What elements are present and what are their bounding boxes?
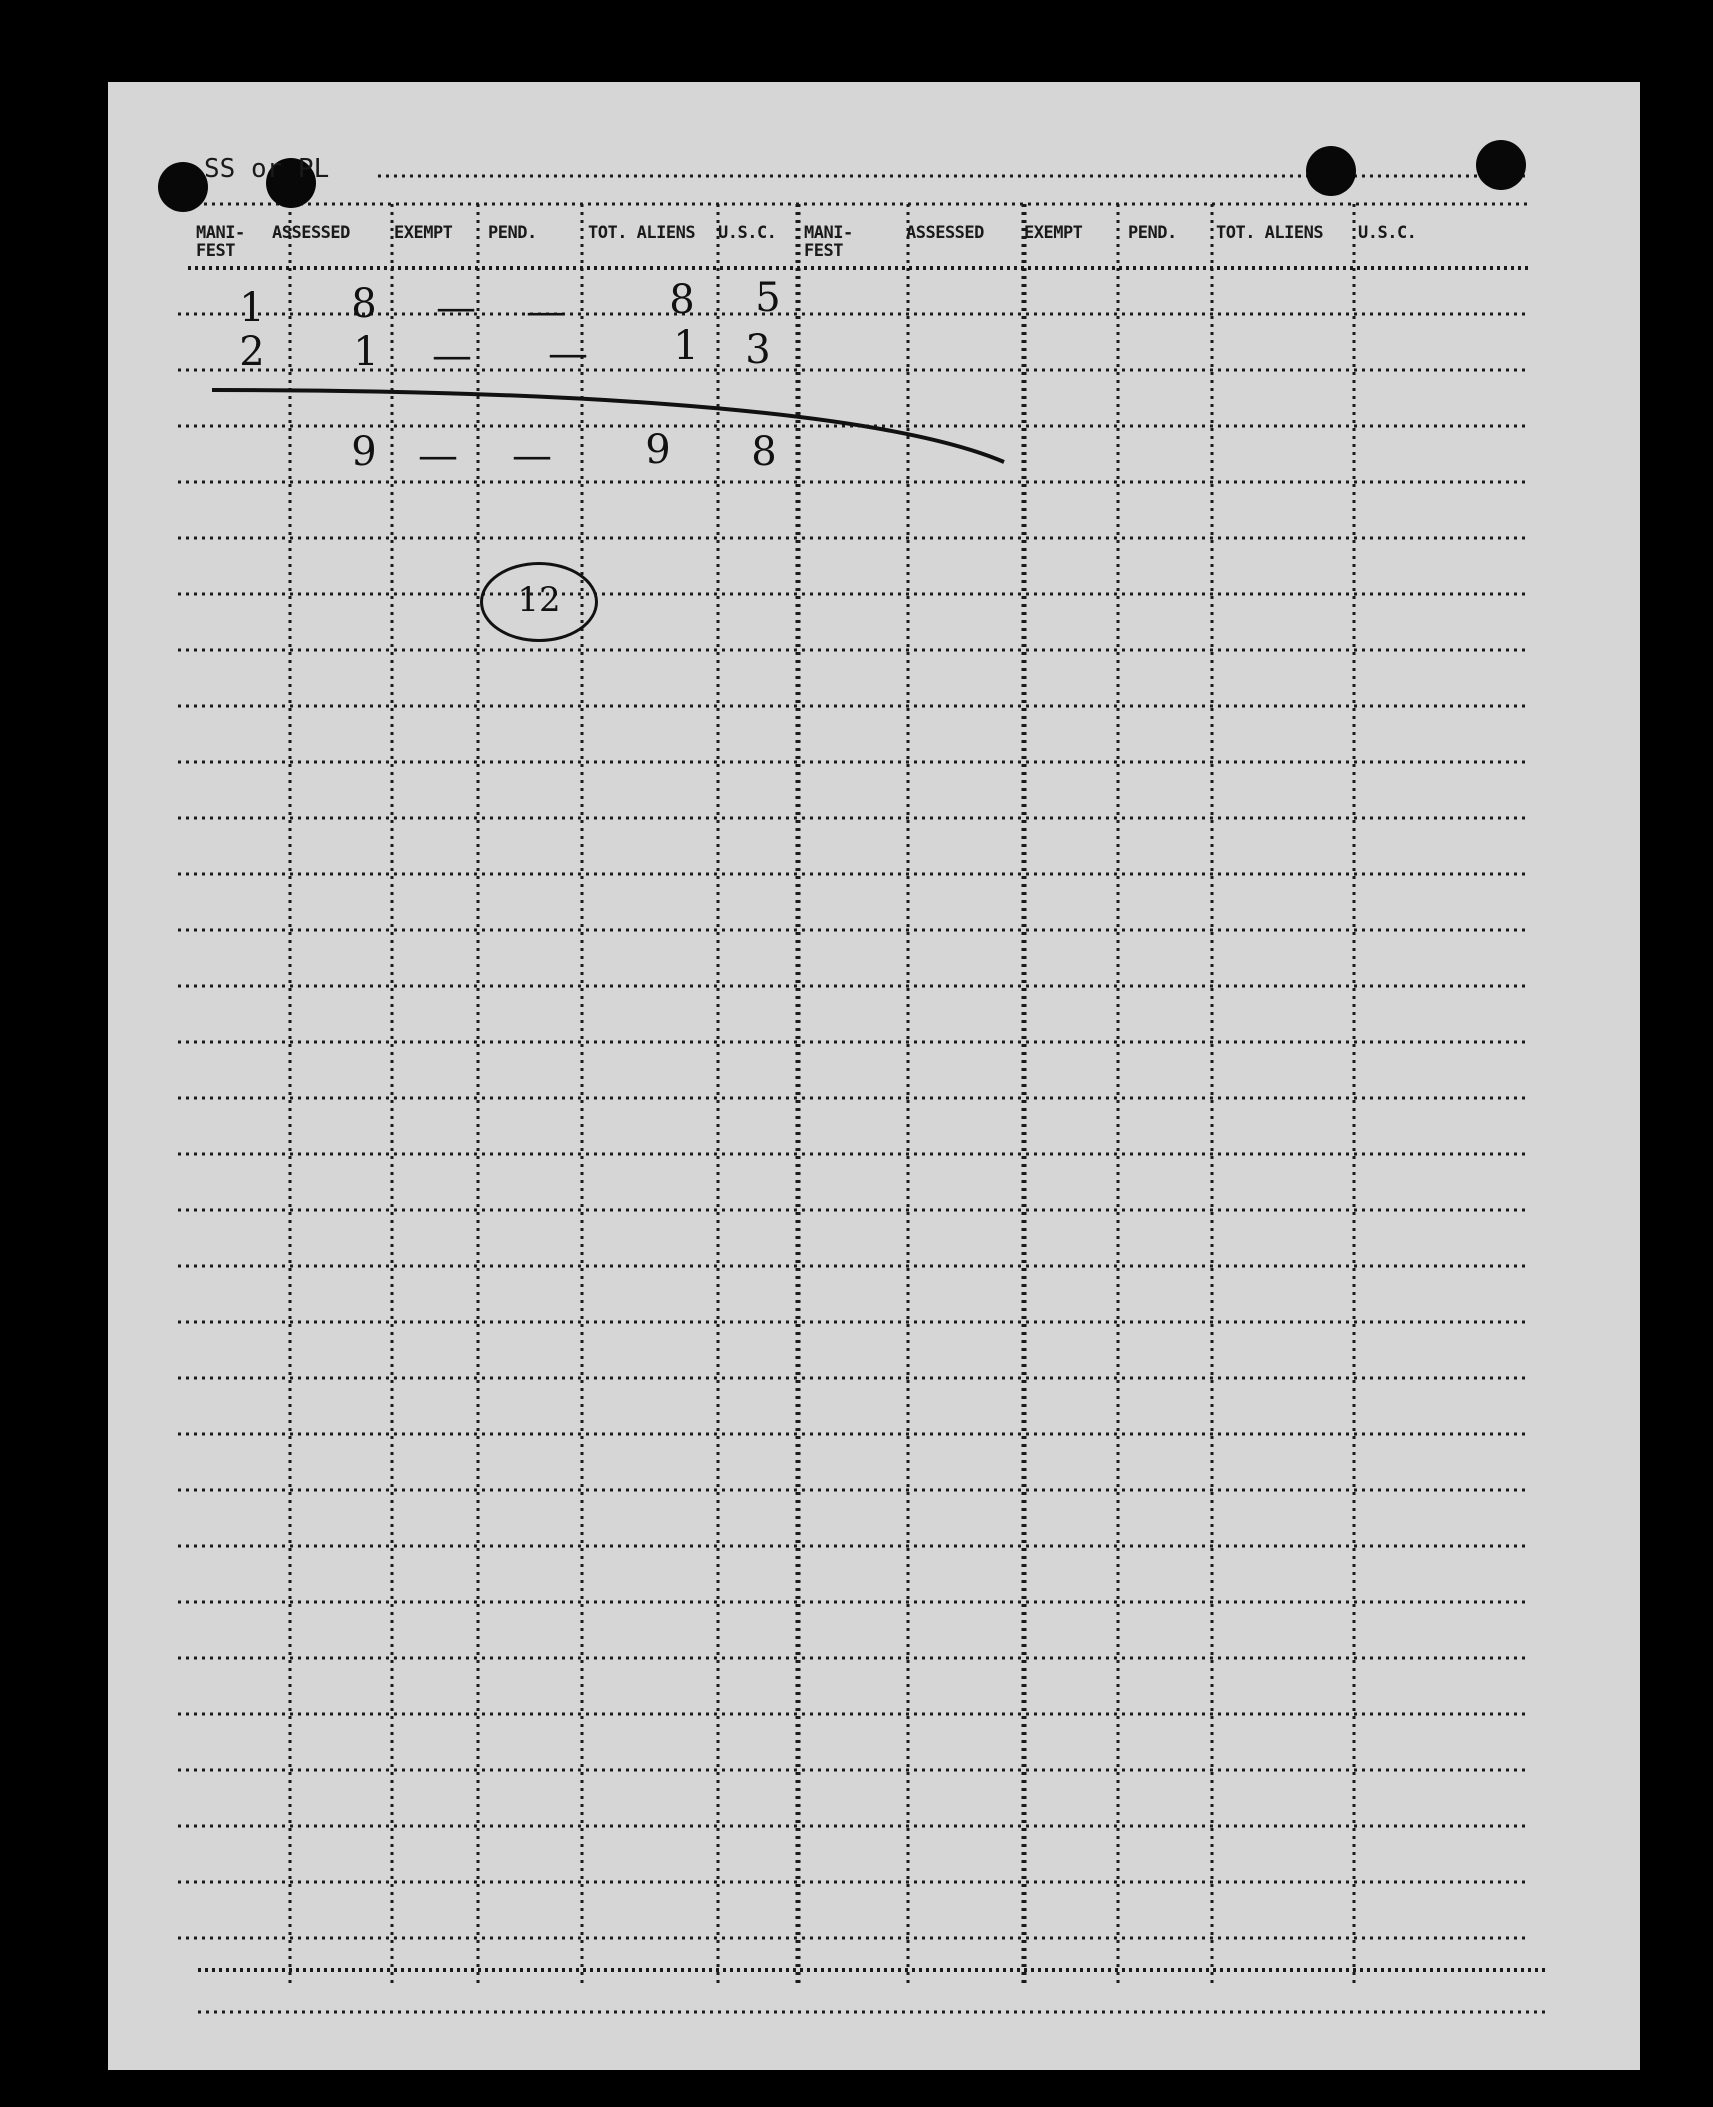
total-pend: —: [512, 433, 552, 479]
row2-manifest: 2: [239, 329, 265, 375]
row1-tot-aliens: 8: [669, 277, 695, 323]
header-manifest-right: MANI- FEST: [804, 223, 853, 261]
punch-hole-left: [158, 162, 208, 212]
header-assessed-left: ASSESSED: [272, 223, 350, 243]
header-pend-right: PEND.: [1128, 223, 1177, 243]
row2-pend: —: [548, 331, 588, 377]
form-sheet: [108, 82, 1640, 2070]
total-assessed: 9: [351, 429, 377, 475]
circled-number: 12: [480, 562, 598, 642]
header-manifest-left: MANI- FEST: [196, 223, 245, 261]
total-exempt: —: [418, 433, 458, 479]
header-pend-left: PEND.: [488, 223, 537, 243]
header-exempt-right: EXEMPT: [1024, 223, 1083, 243]
total-usc: 8: [751, 429, 777, 475]
header-tot-aliens-right: TOT. ALIENS: [1216, 223, 1324, 243]
form-title: SS or PL: [204, 154, 330, 184]
row2-exempt: —: [432, 333, 472, 379]
header-assessed-right: ASSESSED: [906, 223, 984, 243]
row1-exempt: —: [436, 285, 476, 331]
punch-hole-right: [1306, 146, 1356, 196]
row2-tot-aliens: 1: [673, 323, 699, 369]
header-exempt-left: EXEMPT: [394, 223, 453, 243]
row2-assessed: 1: [353, 329, 379, 375]
form-grid: [108, 82, 1640, 2070]
row1-manifest: 1: [239, 285, 265, 331]
header-usc-left: U.S.C.: [718, 223, 777, 243]
punch-hole-right-2: [1476, 140, 1526, 190]
row1-assessed: 8: [351, 281, 377, 327]
header-tot-aliens-left: TOT. ALIENS: [588, 223, 696, 243]
total-tot-aliens: 9: [645, 427, 671, 473]
header-usc-right: U.S.C.: [1358, 223, 1417, 243]
row2-usc: 3: [745, 327, 771, 373]
row1-usc: 5: [755, 275, 781, 321]
row1-pend: —: [526, 289, 566, 335]
